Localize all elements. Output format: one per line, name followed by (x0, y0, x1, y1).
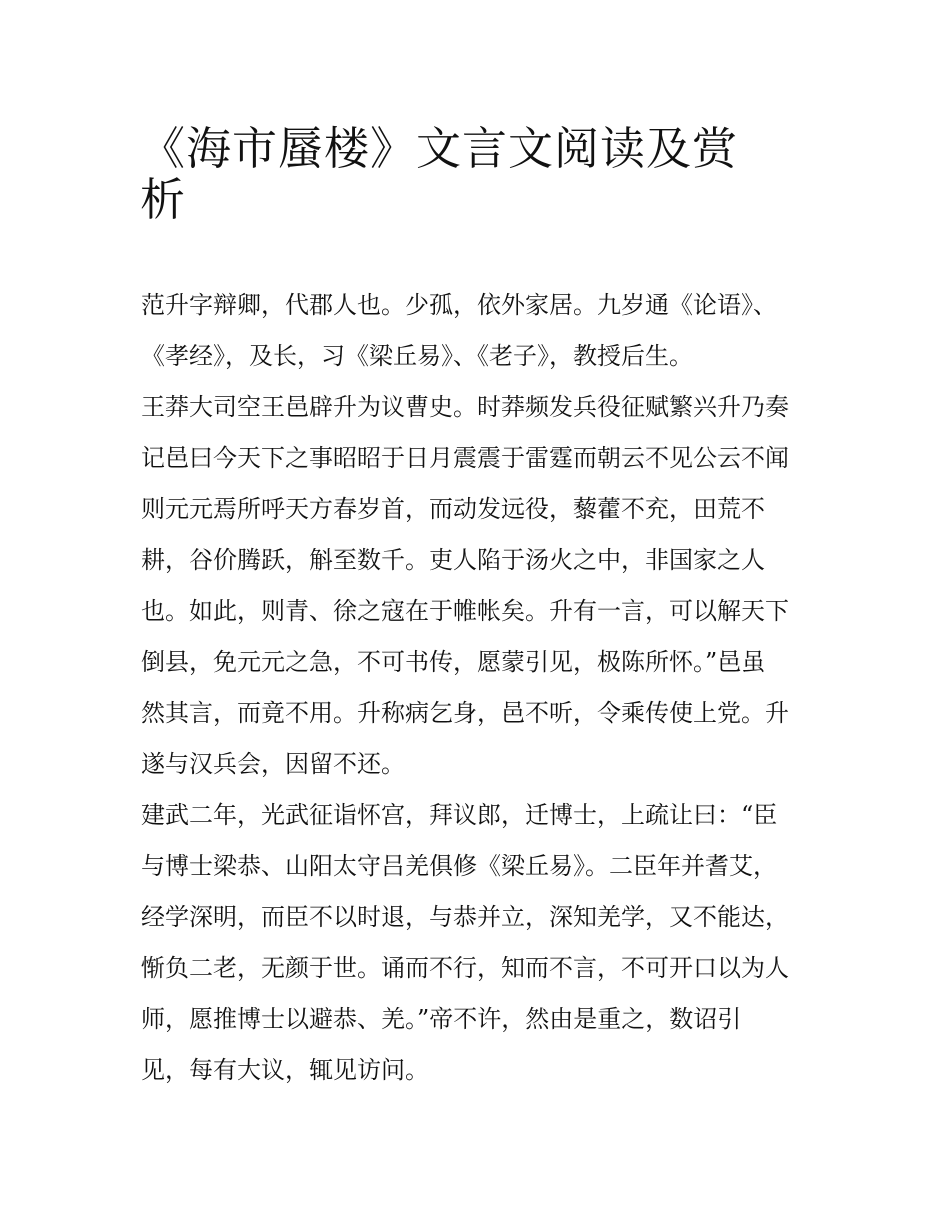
body-line: 《孝经》，及长，习《梁丘易》、《老子》，教授后生。 (141, 342, 693, 370)
body-line: 然其言，而竟不用。升称病乞身，邑不听，令乘传使上党。升 (141, 699, 789, 727)
body-line: 耕，谷价腾跃，斛至数千。吏人陷于汤火之中，非国家之人 (141, 546, 765, 574)
body-line: 王莽大司空王邑辟升为议曹史。时莽频发兵役征赋繁兴升乃奏 (141, 393, 789, 421)
body-line: 记邑曰今天下之事昭昭于日月震震于雷霆而朝云不见公云不闻 (141, 444, 789, 472)
body-line: 见，每有大议，辄见访问。 (141, 1056, 429, 1084)
title-line: 析 (140, 173, 187, 226)
document-body (141, 280, 817, 1096)
body-line: 惭负二老，无颜于世。诵而不行，知而不言，不可开口以为人 (141, 954, 789, 982)
body-line: 与博士梁恭、山阳太守吕羌俱修《梁丘易》。二臣年并耆艾， (141, 852, 777, 880)
title-line: 《海市蜃楼》文言文阅读及赏 (140, 122, 739, 175)
body-line: 师，愿推博士以避恭、羌。”帝不许，然由是重之，数诏引 (141, 1005, 742, 1033)
body-line: 经学深明，而臣不以时退，与恭并立，深知羌学，又不能达， (141, 903, 789, 931)
body-line: 则元元焉所呼天方春岁首，而动发远役，藜藿不充，田荒不 (141, 495, 765, 523)
body-line: 遂与汉兵会，因留不还。 (141, 750, 405, 778)
body-line: 范升字辩卿，代郡人也。少孤，依外家居。九岁通《论语》、 (141, 291, 777, 319)
body-line: 也。如此，则青、徐之寇在于帷帐矣。升有一言，可以解天下 (141, 597, 789, 625)
document-title (140, 110, 820, 226)
body-line: 倒县，免元元之急，不可书传，愿蒙引见，极陈所怀。”邑虽 (141, 648, 766, 676)
body-line: 建武二年，光武征诣怀宫，拜议郎，迁博士，上疏让曰：“臣 (141, 801, 778, 829)
